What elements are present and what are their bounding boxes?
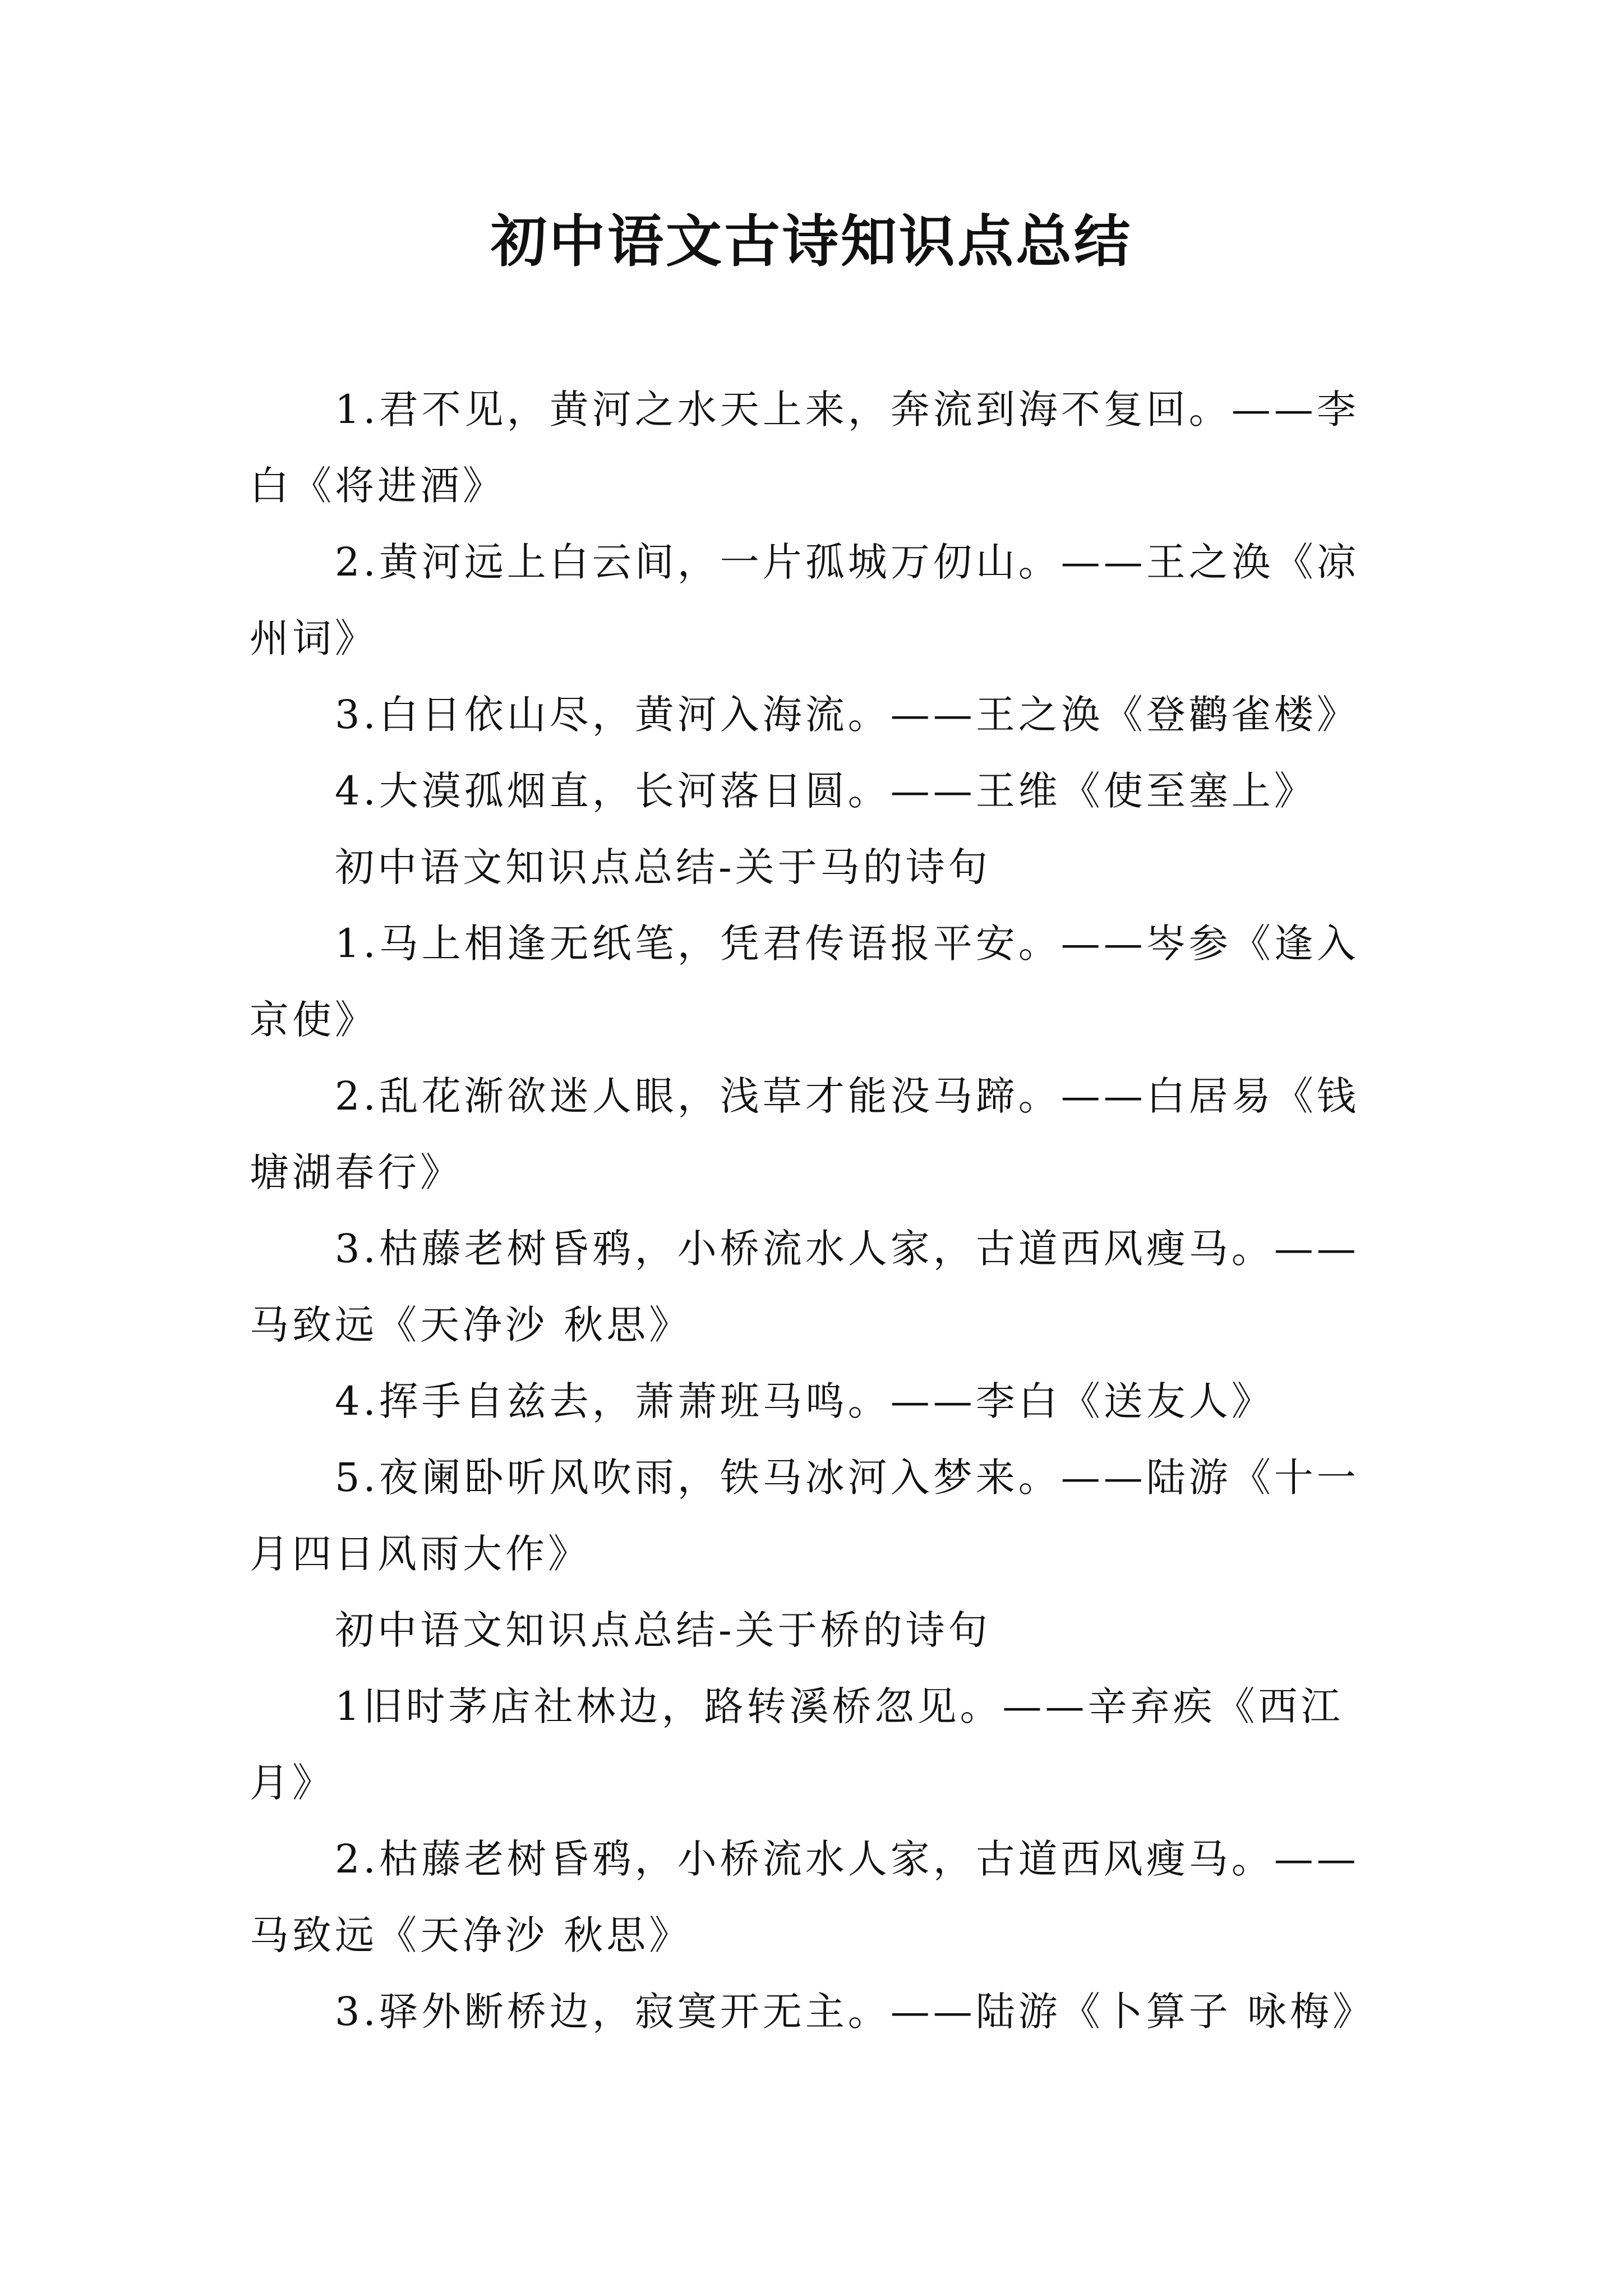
paragraph: 1旧时茅店社林边，路转溪桥忽见。——辛弃疾《西江月》 xyxy=(250,1683,1344,1806)
paragraph: 3.驿外断桥边，寂寞开无主。——陆游《卜算子 咏梅》 xyxy=(335,1989,1376,2035)
section-heading-horse: 初中语文知识点总结-关于马的诗句 xyxy=(335,844,991,890)
paragraph: 4.大漠孤烟直，长河落日圆。——王维《使至塞上》 xyxy=(335,768,1317,814)
paragraph: 2.黄河远上白云间，一片孤城万仞山。——王之涣《凉州词》 xyxy=(250,539,1359,661)
paragraph: 1.马上相逢无纸笔，凭君传语报平安。——岑参《逢入京使》 xyxy=(250,921,1359,1043)
paragraph: 3.枯藤老树昏鸦，小桥流水人家，古道西风瘦马。——马致远《天净沙 秋思》 xyxy=(250,1226,1359,1348)
document-title: 初中语文古诗知识点总结 xyxy=(491,208,1132,274)
document-body xyxy=(250,371,1382,2050)
paragraph: 1.君不见，黄河之水天上来，奔流到海不复回。——李白《将进酒》 xyxy=(250,386,1359,509)
paragraph: 4.挥手自兹去，萧萧班马鸣。——李白《送友人》 xyxy=(335,1378,1274,1424)
paragraph: 2.乱花渐欲迷人眼，浅草才能没马蹄。——白居易《钱塘湖春行》 xyxy=(250,1073,1359,1195)
paragraph: 5.夜阑卧听风吹雨，铁马冰河入梦来。——陆游《十一月四日风雨大作》 xyxy=(250,1455,1359,1577)
paragraph: 3.白日依山尽，黄河入海流。——王之涣《登鹳雀楼》 xyxy=(335,692,1359,738)
section-heading-bridge: 初中语文知识点总结-关于桥的诗句 xyxy=(335,1607,991,1653)
paragraph: 2.枯藤老树昏鸦，小桥流水人家，古道西风瘦马。——马致远《天净沙 秋思》 xyxy=(250,1836,1359,1958)
